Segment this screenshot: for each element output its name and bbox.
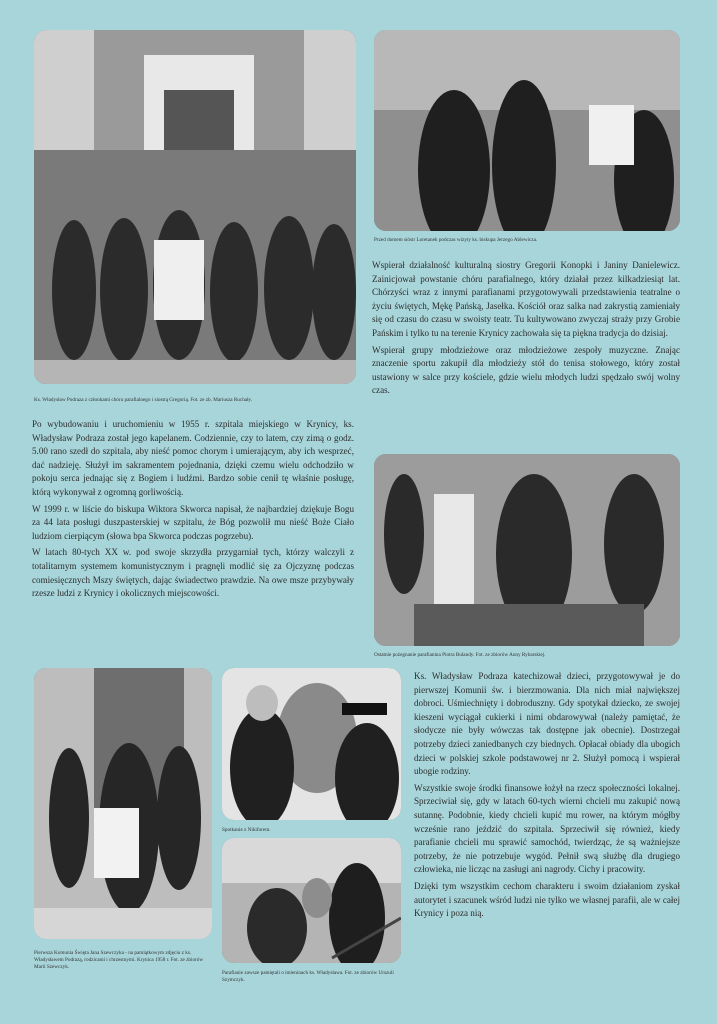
photo-first-communion: [34, 668, 212, 939]
text-block-hospital: [32, 418, 354, 604]
photo-bishop-visit: [374, 30, 680, 231]
caption-choir-group: Ks. Władysław Podraza z członkami chóru parafialnego i siostrą Gregorią. Fot. ze zb. Mariusza Ruchały.: [34, 397, 253, 403]
paragraph: Ks. Władysław Podraza katechizował dzieci, przygotowywał je do pierwszej Komunii św. i bierzmowania. Dla nich miał największej dobroci. Uśmiechnięty i dobroduszny. Gdy spotykał dziecko, ze swojej kieszeni wyciągał cukierki i nimi obdarowywał (należy pamiętać, że słodycze nie były wówczas tak dostępne jak obecnie). Dostrzegał potrzeby dzieci zaniedbanych czy biednych. Opłacał obiady dla ubogich dzieci w polskiej szkole podstawowej nr 2. Służył pomocą i wspierał ubogie rodziny.: [414, 671, 680, 777]
caption-first-communion: Pierwsza Komunia Święta Jana Szewczyka - na pamiątkowym zdjęciu z ks. Władysławem Podrazą, rodzicami i chrzestnymi. Krynica 1958 r. Fot. ze zbiorów Marii Szewczyk.: [34, 950, 204, 970]
paragraph: W 1999 r. w liście do biskupa Wiktora Skworca napisał, że najbardziej dziękuje Bogu za 44 lata posługi duszpasterskiej w szpitalu, że Bóg pozwolił mu nieść Boże Ciało ludziom cierpiącym (słowa bpa Skworca podczas pogrzebu).: [32, 503, 354, 541]
paragraph: W latach 80-tych XX w. pod swoje skrzydła przygarniał tych, którzy walczyli z totalitarnym systemem komunistycznym i pragnęli modlić się za Ojczyznę podczas comiesięcznych Mszy świętych, dając świadectwo prawdzie. Na owe msze przybywały rzesze ludzi z Krynicy i okolicznych miejscowości.: [32, 547, 354, 599]
photo-nikifor: [222, 668, 401, 820]
photo-name-day: [222, 838, 401, 963]
paragraph: Wspierał grupy młodzieżowe oraz młodzieżowe zespoły muzyczne. Znając znaczenie sportu zakupił dla młodzieży stół do tenisa stołowego, który został ustawiony w salce przy kościele, gdzie wielu młodych ludzi spędzało swój wolny czas.: [372, 344, 680, 396]
paragraph: Dzięki tym wszystkim cechom charakteru i swoim działaniom zyskał autorytet i szacunek wśród ludzi nie tylko we własnej parafii, ale w całej Krynicy i poza nią.: [414, 880, 680, 919]
caption-name-day: Parafianie zawsze pamiętali o imieninach ks. Władysława. Fot. ze zbiorów Urszuli Szymczyk.: [222, 970, 394, 983]
photo-funeral: [374, 454, 680, 646]
paragraph: Po wybudowaniu i uruchomieniu w 1955 r. szpitala miejskiego w Krynicy, ks. Władysław Podraza został jego kapelanem. Codziennie, czy to latem, czy zimą o godz. 5.00 rano szedł do szpitala, aby nieść pomoc chorym i umierającym, aby ich wesprzeć, dać nadzieję. Służył im sakramentem pojednania, dzięki czemu wielu odchodziło w pokoju serca jednając się z Bogiem i ludźmi. Bardzo sobie cenił tę właśnie posługę, którą wykonywał z ogromną gorliwością.: [32, 419, 354, 497]
caption-nikifor: Spotkanie z Nikiforem.: [222, 827, 271, 833]
paragraph: Wspierał działalność kulturalną siostry Gregorii Konopki i Janiny Danielewicz. Zainicjował powstanie chóru parafialnego, który działał przez kilkadziesiąt lat. Chórzyści wraz z innymi parafianami przygotowywali przedstawienia teatralne o życiu świętych, Mękę Pańską, Jasełka. Kościół oraz salka nad zakrystią zamieniały się od czasu do czasu w swoisty teatr. Tu kultywowano zwyczaj straży przy Grobie Pańskim i tylko tu na terenie Krynicy zachowała się ta piękna tradycja do dzisiaj.: [372, 260, 680, 338]
caption-funeral: Ostatnie pożegnanie parafianina Piotra Bulandy. Fot. ze zbiorów Anny Rybarskiej.: [374, 652, 546, 658]
photo-choir-group: [34, 30, 356, 384]
text-block-children: [414, 670, 680, 924]
paragraph: Wszystkie swoje środki finansowe łożył na rzecz społeczności lokalnej. Sprzeciwiał się, gdy w latach 60-tych wierni chcieli mu zakupić nową sutannę. Podobnie, kiedy chcieli kupić mu rower, na którym mógłby wcześnie rano jeździć do szpitala. Sprzeciwił się również, kiedy parafianie chcieli mu sprawić samochód, twierdząc, że są ważniejsze potrzeby, że nie potrzebuje wygód. Pełnił swą służbę dla drugiego człowieka, nie licząc na zasługi ani nagrody. Cichy i pracowity.: [414, 782, 680, 875]
text-block-culture: [372, 259, 680, 401]
caption-bishop-visit: Przed domem sióstr Loretanek podczas wizyty ks. biskupa Jerzego Ablewicza.: [374, 237, 538, 243]
